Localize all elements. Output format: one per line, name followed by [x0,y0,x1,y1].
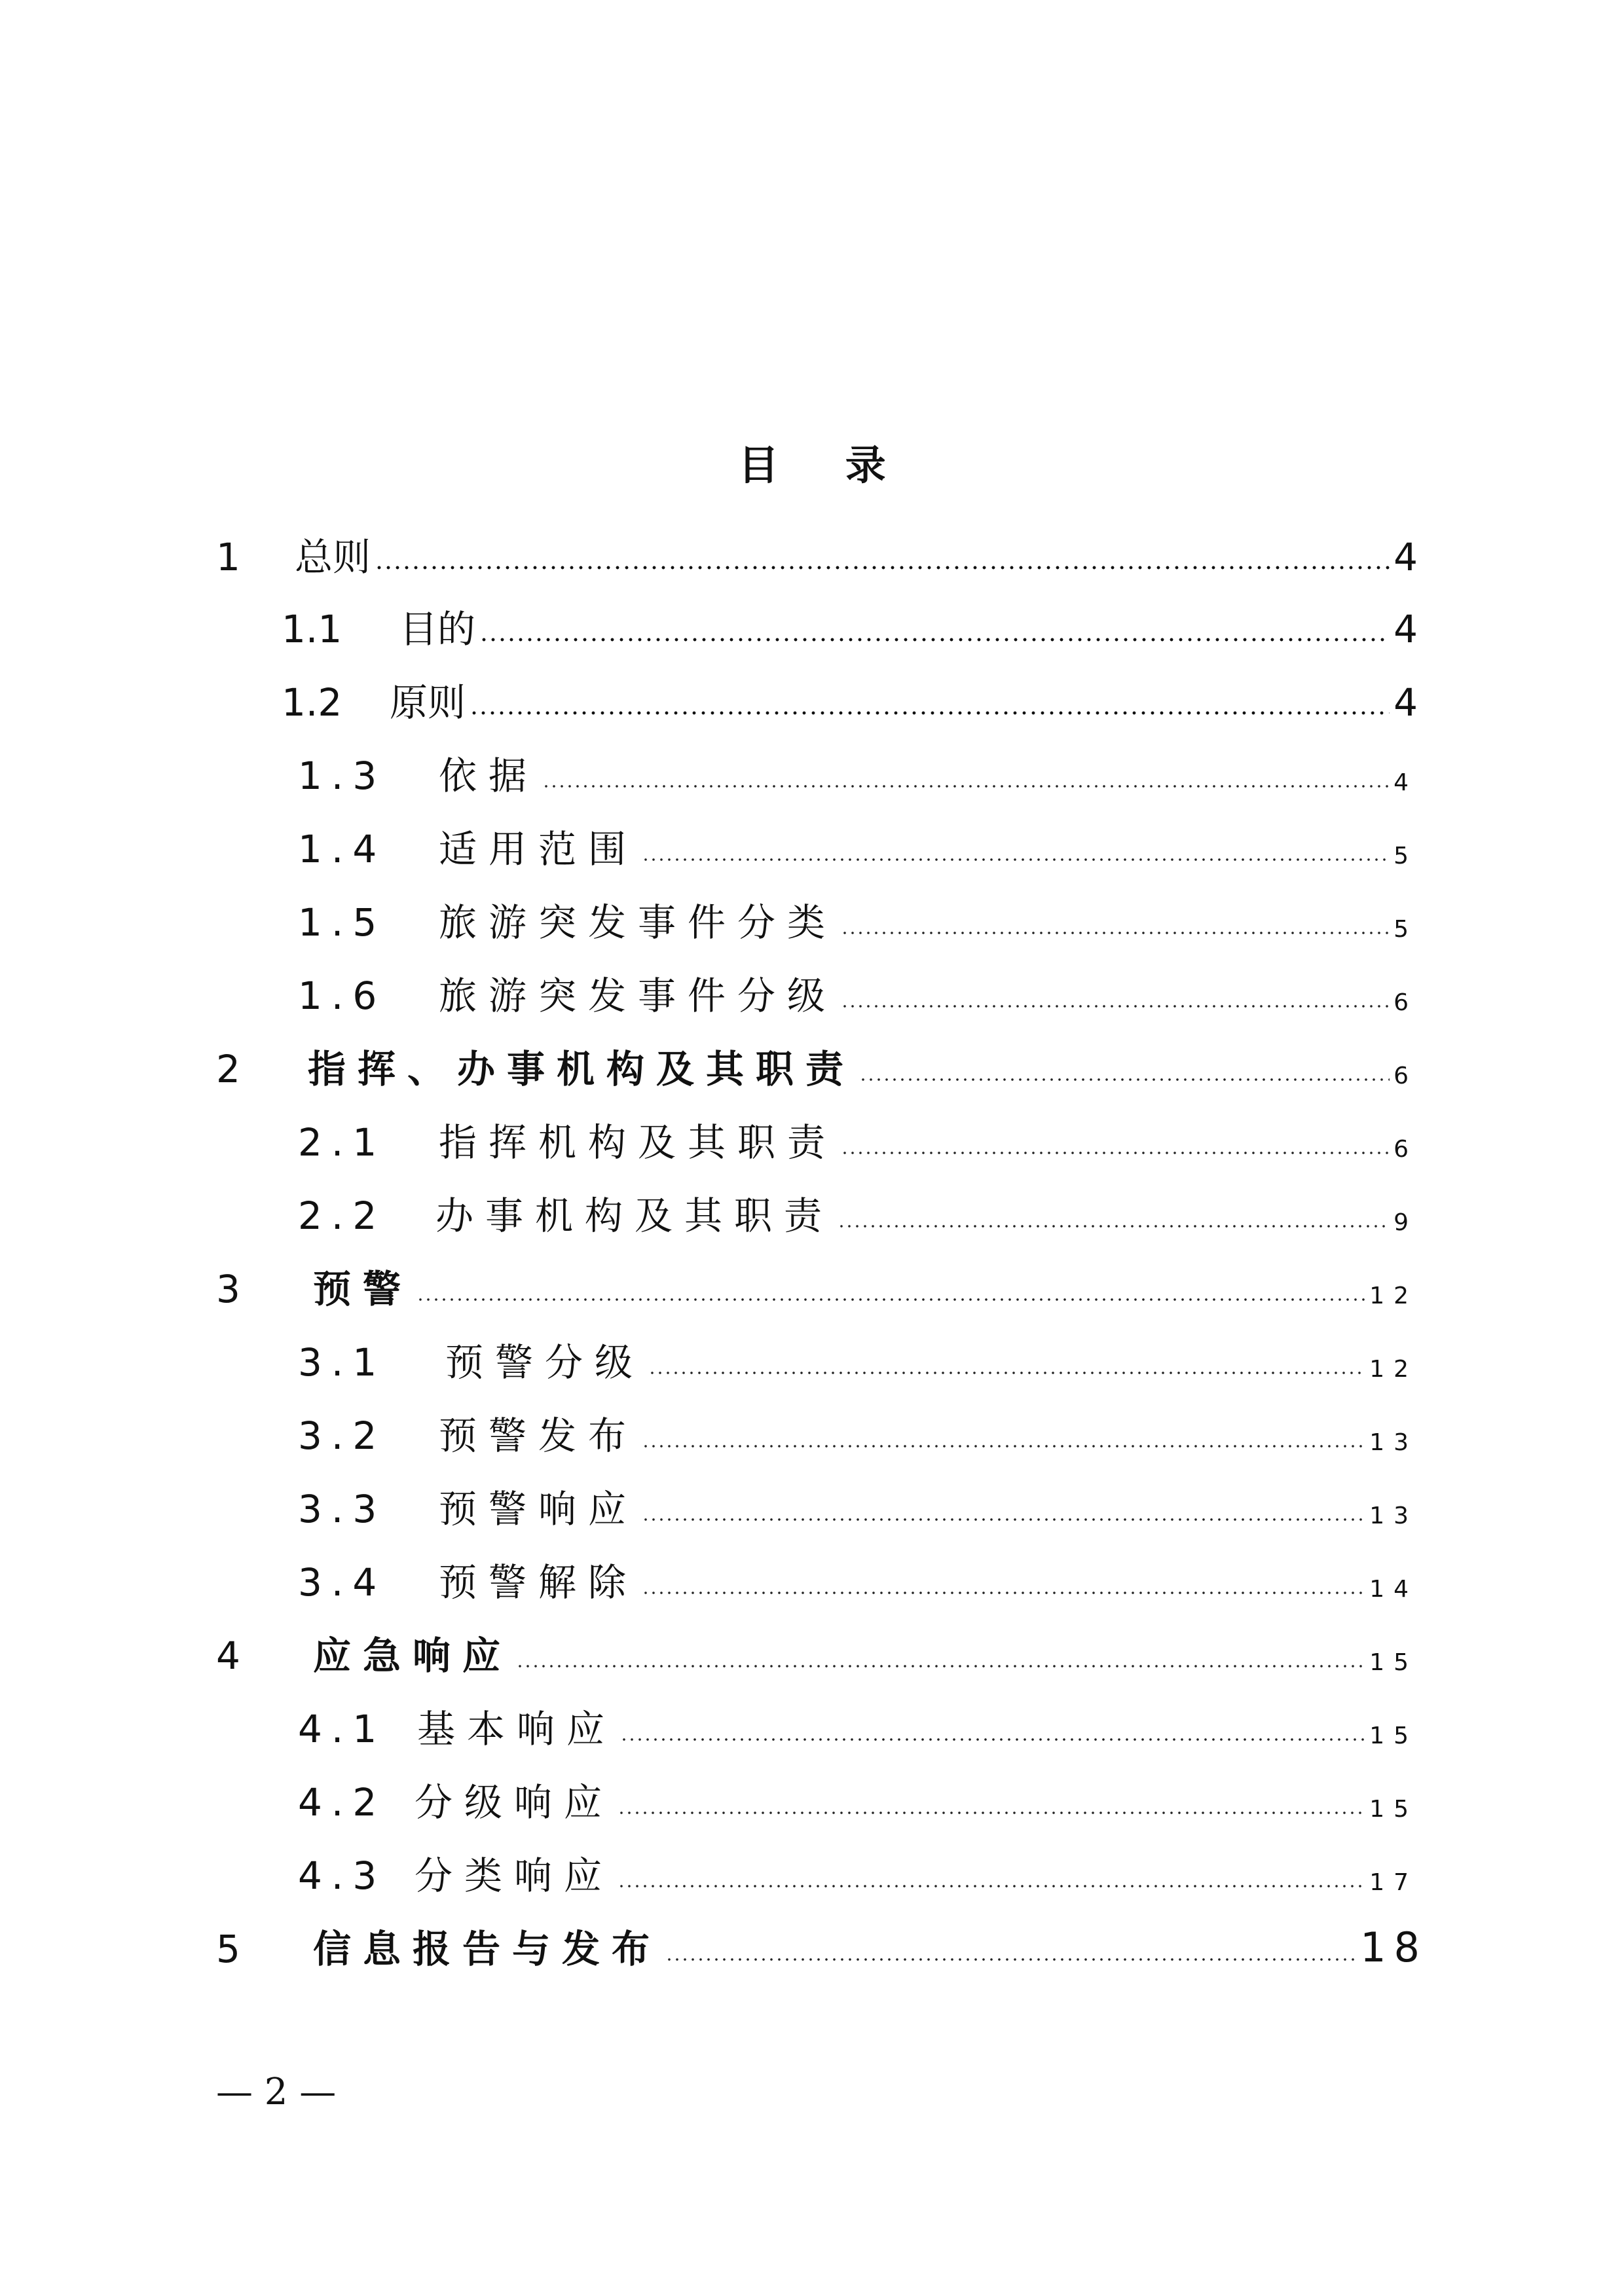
toc-page-number: 4 [1393,535,1418,579]
toc-label: 旅游突发事件分类 [439,900,838,945]
toc-number: 4.3 [298,1853,386,1898]
toc-number: 2.1 [298,1120,386,1165]
dot-leader [841,1151,1390,1155]
toc-page-number: 15 [1369,1722,1418,1749]
toc-page-number: 14 [1369,1576,1418,1603]
toc-label: 分类响应 [415,1853,614,1898]
toc-entry-1-4[interactable] [298,809,1418,871]
toc-number: 1 [216,535,240,579]
dot-leader [479,638,1390,642]
toc-entry-4[interactable] [216,1616,1418,1678]
toc-label: 总则 [295,535,371,579]
dot-leader [642,858,1390,862]
dot-leader [841,931,1390,935]
toc-number: 4.1 [298,1707,386,1751]
toc-entry-2[interactable] [216,1029,1418,1091]
toc-label: 办事机构及其职责 [435,1194,834,1238]
toc-page-number: 6 [1393,989,1418,1016]
toc-entry-3-2[interactable] [298,1396,1418,1458]
dot-leader [516,1664,1365,1668]
toc-label: 信息报告与发布 [313,1927,662,1971]
toc-label: 分级响应 [415,1780,614,1825]
dot-leader [859,1078,1390,1082]
dot-leader [665,1958,1356,1961]
toc-entry-4-1[interactable] [298,1689,1418,1751]
toc-label: 应急响应 [313,1633,513,1678]
toc-page-number: 4 [1393,680,1418,725]
toc-number: 3 [216,1267,240,1311]
toc-number: 1.4 [298,827,386,871]
toc-page-number: 9 [1393,1209,1418,1236]
toc-entry-3-3[interactable] [298,1469,1418,1531]
toc-label: 旅游突发事件分级 [439,974,838,1018]
dot-leader [542,784,1390,788]
toc-entry-4-3[interactable] [298,1836,1418,1898]
dot-leader [642,1591,1365,1595]
toc-label: 预警发布 [439,1413,638,1458]
toc-label: 指挥、办事机构及其职责 [308,1047,856,1091]
toc-number: 5 [216,1927,240,1971]
toc-label: 目的 [399,607,476,651]
toc-page-number: 4 [1393,769,1418,796]
toc-number: 2 [216,1047,240,1091]
toc-number: 3.3 [298,1487,386,1531]
toc-entry-4-2[interactable] [298,1762,1418,1825]
toc-page-number: 6 [1393,1063,1418,1089]
dot-leader [642,1518,1365,1522]
toc-label: 预警解除 [439,1560,638,1605]
toc-entry-3-4[interactable] [298,1542,1418,1605]
dot-leader [841,1004,1390,1008]
toc-label: 原则 [390,680,466,725]
toc-number: 3.1 [298,1340,386,1385]
toc-page-number: 15 [1369,1796,1418,1823]
dot-leader [642,1444,1365,1448]
toc-number: 3.2 [298,1413,386,1458]
toc-label: 指挥机构及其职责 [439,1120,838,1165]
dot-leader [618,1811,1365,1815]
toc-entry-3-1[interactable] [298,1322,1418,1385]
dot-leader [416,1298,1365,1302]
toc-page-number: 13 [1369,1429,1418,1456]
page-title: 目 录 [738,441,912,489]
toc-label: 基本响应 [417,1707,617,1751]
toc-number: 1.6 [298,974,386,1018]
dot-leader [838,1224,1390,1228]
toc-entry-1[interactable] [216,517,1418,579]
toc-number: 1.1 [282,607,342,651]
toc-page-number: 4 [1393,607,1418,651]
toc-entry-2-2[interactable] [298,1176,1418,1238]
toc-page-number: 12 [1369,1283,1418,1309]
toc-label: 预警 [313,1267,413,1311]
toc-page-number: 18 [1360,1923,1428,1971]
toc-number: 4 [216,1633,240,1678]
toc-entry-2-1[interactable] [298,1102,1418,1165]
toc-page-number: 13 [1369,1503,1418,1529]
dot-leader [375,566,1390,570]
toc-page-number: 17 [1369,1869,1418,1896]
toc-number: 2.2 [298,1194,386,1238]
toc-page-number: 15 [1369,1649,1418,1676]
dot-leader [618,1884,1365,1888]
toc-number: 1.5 [298,900,386,945]
toc-entry-5[interactable] [216,1909,1428,1971]
toc-label: 适用范围 [439,827,638,871]
toc-number: 4.2 [298,1780,386,1825]
dot-leader [470,711,1390,715]
toc-entry-1-3[interactable] [298,736,1418,798]
dot-leader [648,1371,1365,1375]
toc-label: 依据 [439,754,539,798]
toc-page-number: 12 [1369,1356,1418,1383]
toc-page-number: 6 [1393,1136,1418,1163]
page-footer-number: — 2 — [216,2071,337,2113]
toc-number: 1.2 [282,680,342,725]
toc-number: 1.3 [298,754,386,798]
toc-page-number: 5 [1393,843,1418,869]
toc-entry-1-5[interactable] [298,883,1418,945]
toc-entry-1-2[interactable] [282,663,1418,725]
toc-number: 3.4 [298,1560,386,1605]
toc-page-number: 5 [1393,916,1418,943]
dot-leader [620,1738,1365,1741]
toc-entry-3[interactable] [216,1249,1418,1311]
toc-label: 预警响应 [439,1487,638,1531]
toc-label: 预警分级 [445,1340,645,1385]
toc-entry-1-6[interactable] [298,956,1418,1018]
toc-entry-1-1[interactable] [282,589,1418,651]
